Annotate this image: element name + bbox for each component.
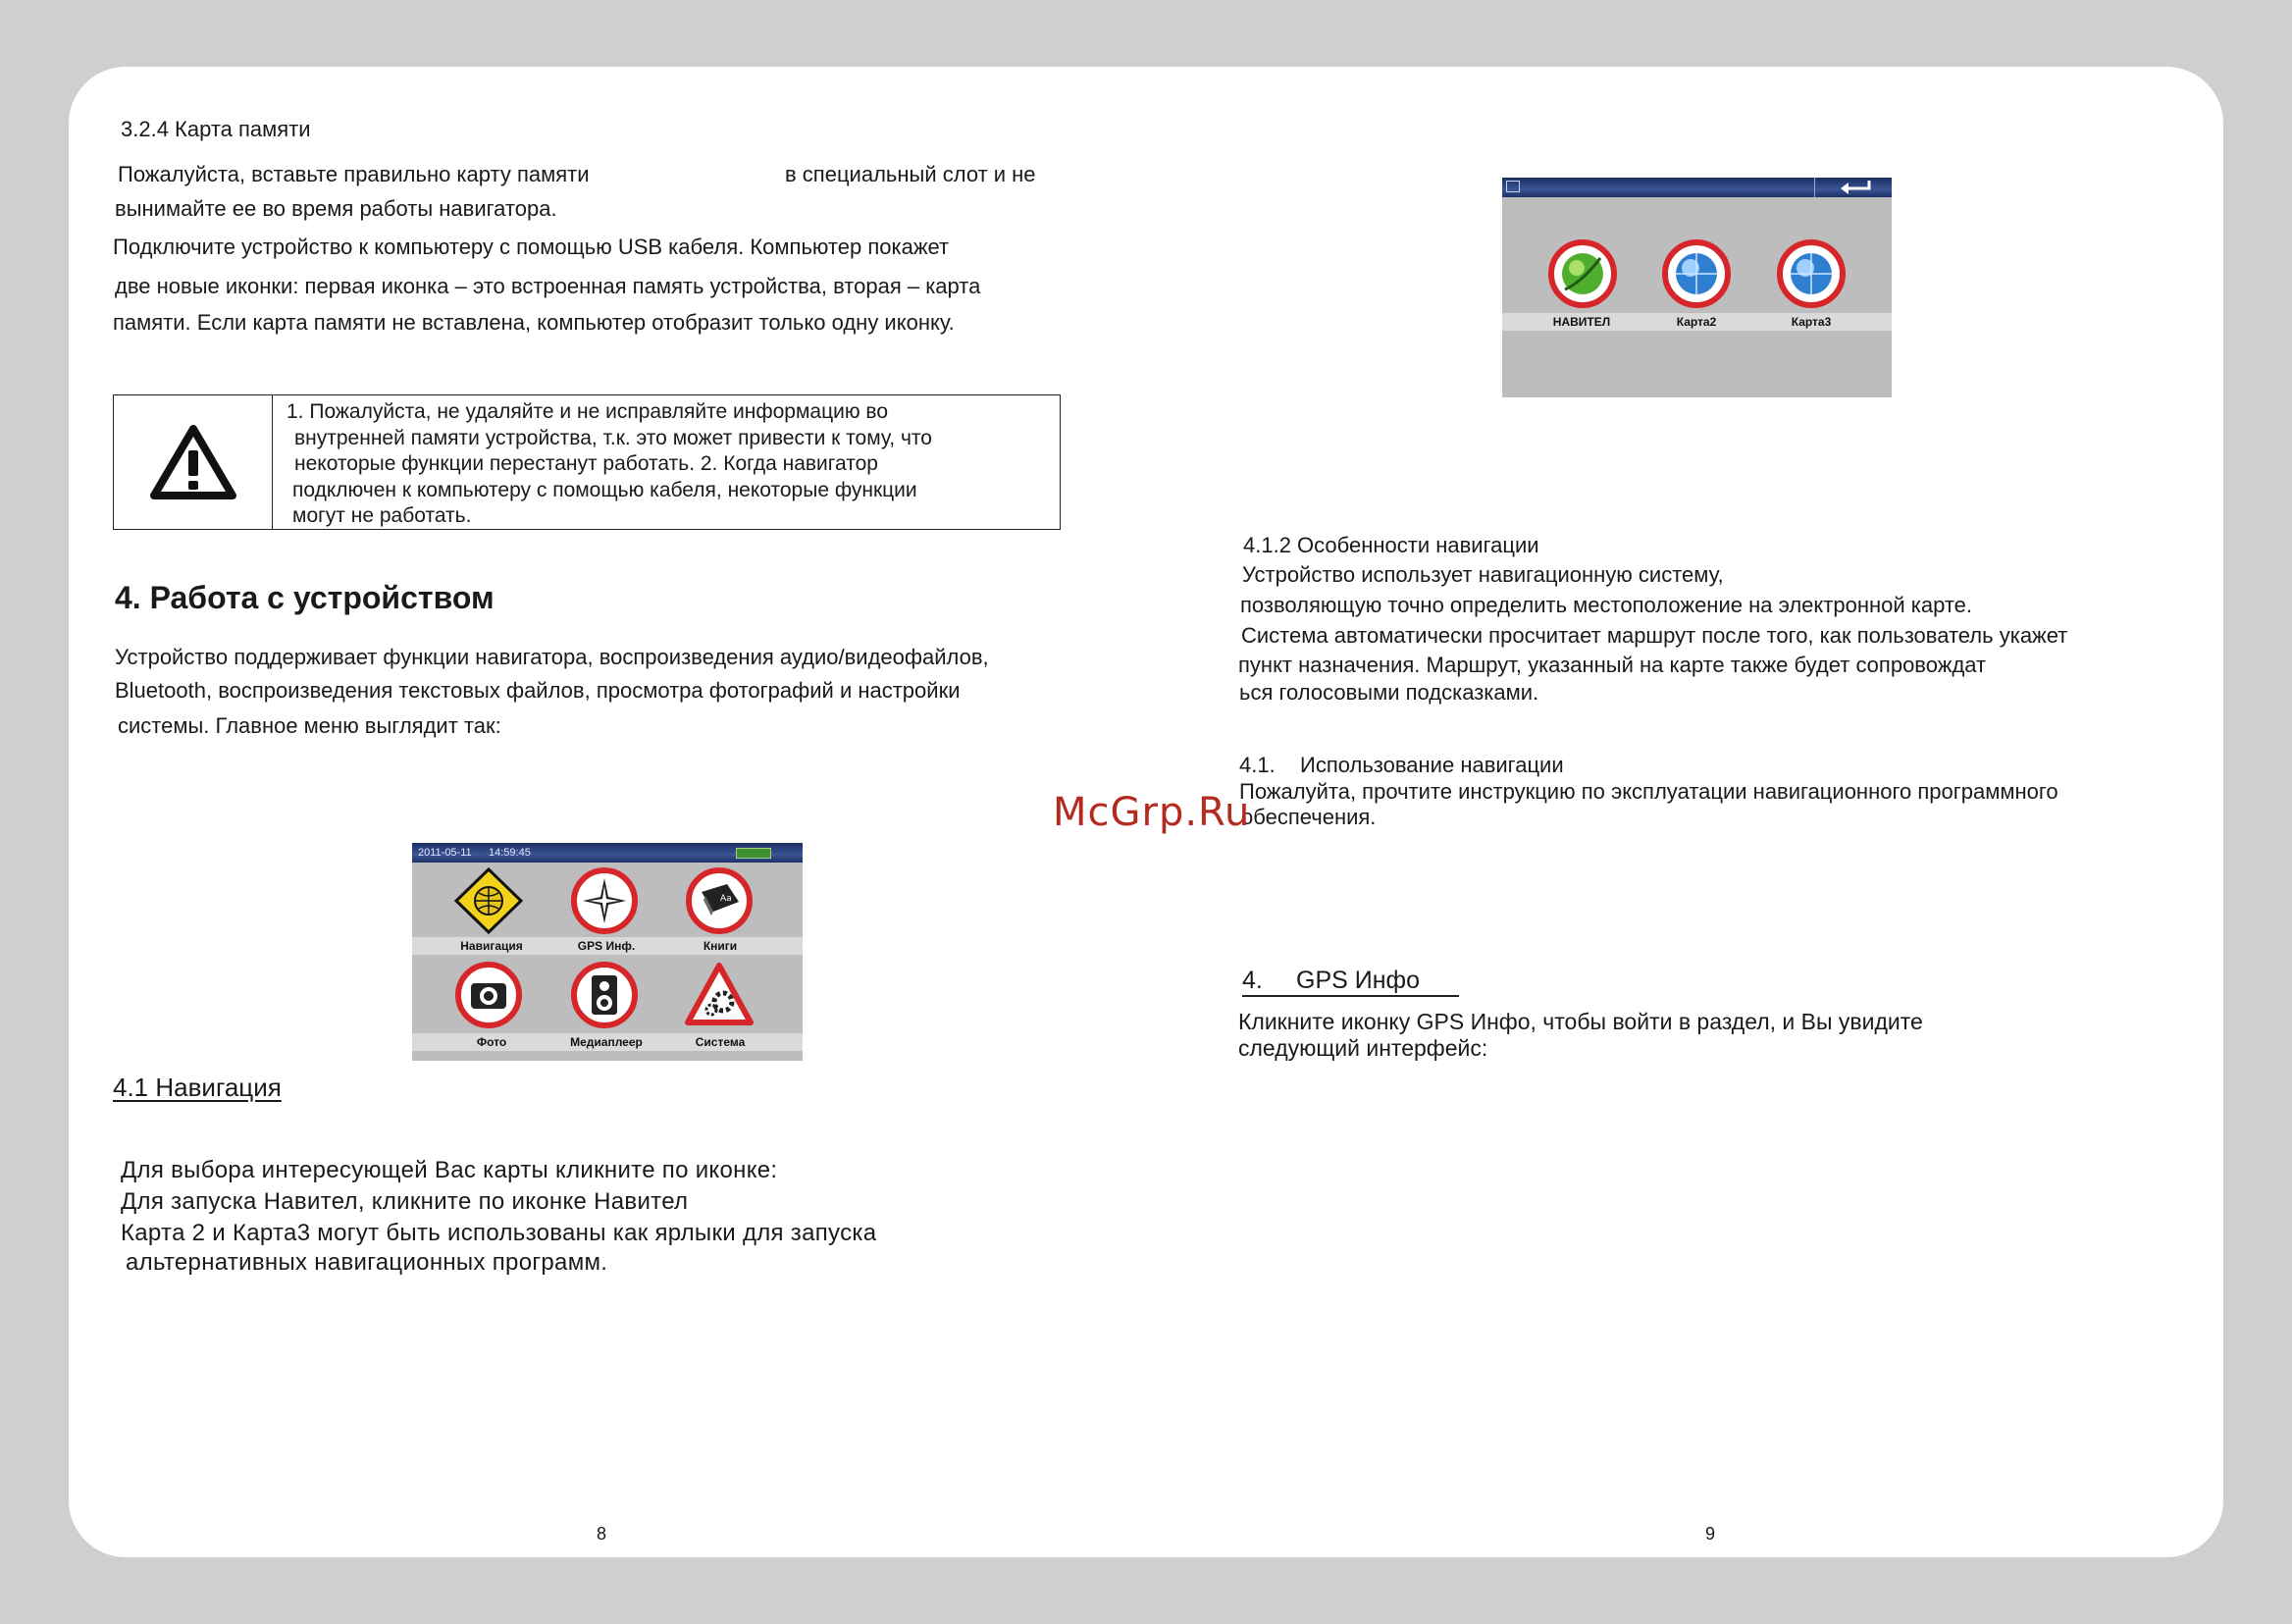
- caption-line: Карта 2 и Карта3 могут быть использованы как ярлыки для запуска: [121, 1220, 877, 1246]
- page-number-right: 9: [1705, 1524, 1716, 1544]
- watermark-text: McGrp.Ru: [1053, 790, 1251, 835]
- main-menu-screenshot: [412, 843, 803, 1061]
- map-label-navitel: НАВИТЕЛ: [1552, 315, 1611, 329]
- map-label-map2: Карта2: [1676, 315, 1717, 329]
- paragraph-text: Устройство использует навигационную систему,: [1242, 562, 1724, 587]
- paragraph-text: следующий интерфейс:: [1238, 1035, 1488, 1061]
- warning-line: некоторые функции перестанут работать. 2. Когда навигатор: [294, 452, 878, 475]
- paragraph-text: Bluetooth, воспроизведения текстовых файлов, просмотра фотографий и настройки: [115, 678, 961, 703]
- menu-label-system: Система: [695, 1035, 746, 1049]
- status-date: 2011-05-11: [418, 847, 472, 859]
- paragraph-text: Пожалуйста, вставьте правильно карту памяти: [118, 162, 590, 186]
- battery-icon: [736, 848, 771, 859]
- back-arrow-icon[interactable]: [1838, 180, 1873, 195]
- section-4-1-number: 4.1.: [1239, 753, 1276, 777]
- paragraph-text: обеспечения.: [1241, 805, 1377, 829]
- page-number-left: 8: [597, 1524, 607, 1544]
- title-bar: [1502, 178, 1892, 197]
- paragraph-text: вынимайте ее во время работы навигатора.: [115, 196, 557, 221]
- section-gps-title: GPS Инфо: [1296, 967, 1420, 994]
- paragraph-text: две новые иконки: первая иконка – это встроенная память устройства, вторая – карта: [115, 274, 981, 298]
- caption-line: Для выбора интересующей Вас карты кликните по иконке:: [121, 1157, 778, 1183]
- media-player-icon[interactable]: [569, 961, 640, 1029]
- paragraph-text: позволяющую точно определить местоположение на электронной карте.: [1240, 593, 1973, 617]
- section-gps-number: 4.: [1242, 967, 1263, 994]
- paragraph-text: ься голосовыми подсказками.: [1239, 680, 1539, 705]
- caption-line: Для запуска Навител, кликните по иконке Навител: [121, 1188, 689, 1215]
- paragraph-text: Кликните иконку GPS Инфо, чтобы войти в раздел, и Вы увидите: [1238, 1009, 1923, 1034]
- warning-line: могут не работать.: [292, 504, 472, 527]
- menu-grid-icon: [1506, 181, 1520, 192]
- menu-labels-row-1: [412, 937, 803, 955]
- map3-icon[interactable]: [1776, 238, 1847, 309]
- menu-label-gps-info: GPS Инф.: [577, 939, 636, 953]
- section-4-1-title: 4.1 Навигация: [113, 1073, 282, 1102]
- paragraph-text: Система автоматически просчитает маршрут после того, как пользователь укажет: [1241, 623, 2068, 648]
- section-gps-underline: [1242, 995, 1459, 997]
- menu-label-navigation: Навигация: [460, 939, 523, 953]
- map-labels-row: [1502, 313, 1892, 331]
- status-bar: [412, 843, 803, 863]
- paragraph-text: памяти. Если карта памяти не вставлена, компьютер отобразит только одну иконку.: [113, 310, 955, 335]
- svg-text:Aa: Aa: [720, 894, 732, 904]
- paragraph-text: Подключите устройство к компьютеру с помощью USB кабеля. Компьютер покажет: [113, 235, 950, 259]
- gps-info-icon[interactable]: [569, 866, 640, 935]
- paragraph-text: Устройство поддерживает функции навигатора, воспроизведения аудио/видеофайлов,: [115, 645, 989, 669]
- system-settings-icon[interactable]: [684, 961, 755, 1029]
- section-3-2-4-title: 3.2.4 Карта памяти: [121, 117, 311, 141]
- navigation-icon[interactable]: [453, 866, 524, 935]
- menu-label-photo: Фото: [476, 1035, 507, 1049]
- warning-line: внутренней памяти устройства, т.к. это может привести к тому, что: [294, 426, 932, 449]
- paragraph-text: системы. Главное меню выглядит так:: [118, 713, 501, 738]
- navigation-maps-screenshot: [1502, 178, 1892, 397]
- paragraph-text: в специальный слот и не: [785, 162, 1036, 186]
- warning-box: [113, 394, 1061, 530]
- books-icon[interactable]: [684, 866, 755, 935]
- map2-icon[interactable]: [1661, 238, 1732, 309]
- section-4-1-title-right: Использование навигации: [1300, 753, 1564, 777]
- warning-line: 1. Пожалуйста, не удаляйте и не исправляйте информацию во: [286, 400, 889, 423]
- map-label-map3: Карта3: [1791, 315, 1832, 329]
- menu-labels-row-2: [412, 1033, 803, 1051]
- warning-icon: [148, 423, 238, 501]
- section-4-title: 4. Работа с устройством: [115, 580, 495, 615]
- section-4-1-2-title: 4.1.2 Особенности навигации: [1243, 533, 1539, 557]
- menu-label-media-player: Медиаплеер: [570, 1035, 643, 1049]
- menu-label-books: Книги: [703, 939, 738, 953]
- caption-line: альтернативных навигационных программ.: [126, 1249, 608, 1276]
- warning-icon-cell: [114, 395, 273, 529]
- warning-text: [286, 399, 932, 530]
- paragraph-text: Пожалуйта, прочтите инструкцию по эксплуатации навигационного программного: [1239, 779, 2058, 804]
- status-time: 14:59:45: [489, 847, 531, 859]
- navitel-icon[interactable]: [1547, 238, 1618, 309]
- paragraph-text: пункт назначения. Маршрут, указанный на карте также будет сопровождат: [1238, 653, 1987, 677]
- photo-icon[interactable]: [453, 961, 524, 1029]
- warning-line: подключен к компьютеру с помощью кабеля, некоторые функции: [292, 478, 917, 501]
